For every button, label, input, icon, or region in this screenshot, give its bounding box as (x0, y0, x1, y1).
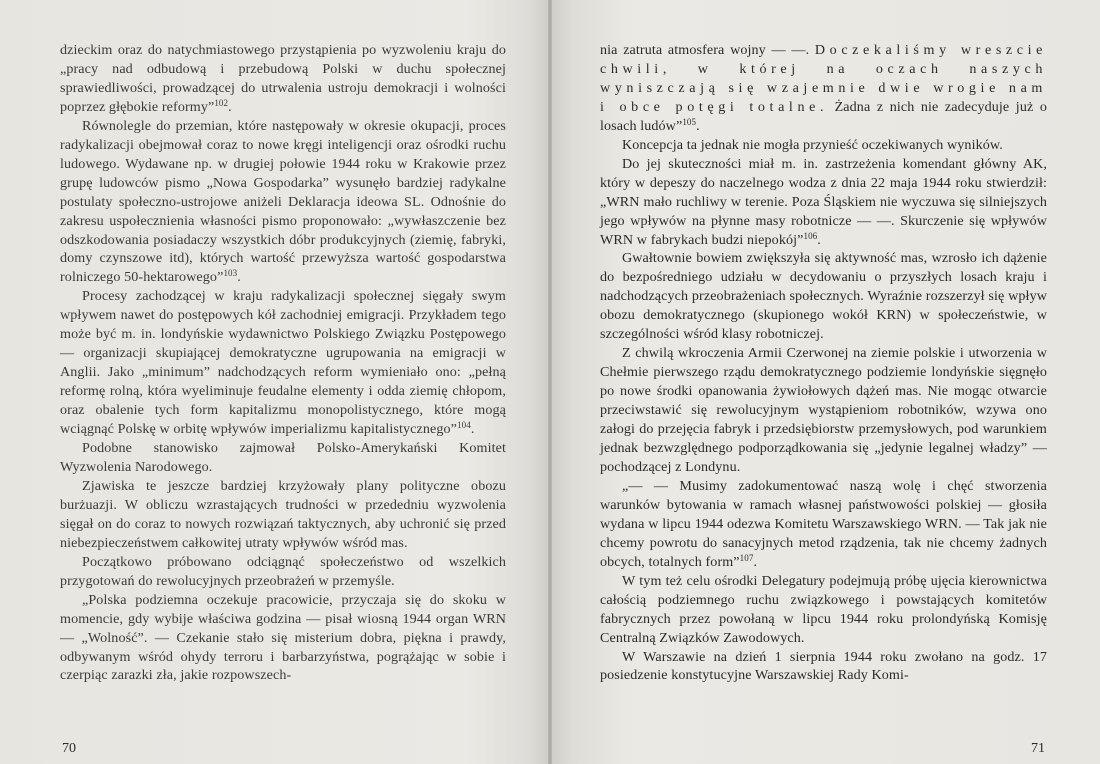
paragraph-text: „Polska podziemna oczekuje pracowicie, przyczaja się do skoku w momencie, gdy wybije właściwa godzina — pisał wiosną 1944 organ WRN — „Wolność”. — Czekanie stało się misterium dobra, piękna i prawdy, odbywanym wśród ohydy terroru i barbarzyństwa, pogrążając w sobie i czerpiąc zarazki zła, jakie rozpowszech- (60, 591, 506, 684)
paragraph-text: Zjawiska te jeszcze bardziej krzyżowały plany polityczne obozu burżuazji. W obliczu wzrastających trudności w przededniu wyzwolenia sięgał on do coraz to nowych rozwiązań taktycznych, aby uchronić się przed niebezpieczeństwem całkowitej utraty wpływów wśród mas. (60, 477, 506, 551)
paragraph (60, 591, 506, 686)
paragraph-text: Równolegle do przemian, które następowały w okresie okupacji, proces radykalizacji obejmował coraz to nowe kręgi inteligencji oraz ośrodki ruchu ludowego. Wydawane np. w drugiej połowie 1944 roku w Krakowie przez grupę ludowców pismo „Nowa Gospodarka” wysunęło bardziej radykalne postulaty społeczno-ustrojowe aniżeli Deklaracja ideowa SL. Odnośnie do zakresu uspołecznienia własności pismo proponowało: „wywłaszczenie bez odszkodowania posiadaczy wszystkich dóbr produkcyjnych (ziemię, fabryki, domy czynszowe itd), których wartość przewyższa wartość gospodarstwa rolniczego 50-hektarowego” (60, 117, 506, 286)
paragraph (60, 477, 506, 553)
paragraph-tail: . (228, 98, 232, 115)
paragraph-text: nia zatruta atmosfera wojny — —. (600, 42, 815, 58)
footnote-ref: 103 (223, 268, 238, 279)
paragraph (60, 439, 506, 477)
paragraph (600, 155, 1047, 250)
paragraph-text: Początkowo próbowano odciągnąć społeczeństwo od wszelkich przygotowań do rewolucyjnych przeobrażeń w przemyśle. (60, 553, 506, 589)
paragraph (600, 136, 1047, 155)
paragraph-text: Z chwilą wkroczenia Armii Czerwonej na ziemie polskie i utworzenia w Chełmie pierwszego rządu demokratycznego podziemie londyńskie sięgnęło po nowe środki opanowania żywiołowych dążeń mas. Nie mogąc otwarcie przeciwstawić się rewolucyjnym wystąpieniom robotników, wzywa ono załogi do przejęcia fabryk i przedsiębiorstw przemysłowych, pod warunkiem jednak bezwzględnego podporządkowania się „jedynie legalnej władzy” — pochodzącej z Londynu. (600, 345, 1047, 475)
paragraph (600, 249, 1047, 344)
footnote-ref: 107 (739, 552, 754, 563)
paragraph-tail: . (817, 231, 821, 248)
paragraph (60, 553, 506, 591)
right-page-text (600, 41, 1047, 685)
footnote-ref: 104 (457, 420, 471, 431)
footnote-ref: 102 (214, 97, 229, 108)
paragraph-tail: . (470, 421, 475, 438)
spaced-emphasis-text: Doczekaliśmy wreszcie chwili, w której na oczach naszych wyniszczają się wzajemnie dwie wrogie nam i obce potęgi totalne. (600, 42, 1047, 115)
paragraph (600, 572, 1047, 648)
paragraph-text: Gwałtownie bowiem zwiększyła się aktywność mas, wzrosło ich dążenie do bezpośredniego udziału w decydowaniu o przyszłych losach kraju i nadchodzących przeobrażeniach społecznych. Wyraźnie rozszerzył się wpływ obozu demokratycznego (skupionego wokół KRN) w społeczeństwie, w szczególności wśród klasy robotniczej. (600, 250, 1047, 343)
paragraph-tail: . (237, 269, 241, 286)
paragraph-tail: . (753, 553, 758, 570)
paragraph (600, 344, 1047, 477)
page-number: 71 (1031, 741, 1045, 756)
book-gutter (548, 0, 552, 764)
paragraph (600, 477, 1047, 572)
paragraph-text: W tym też celu ośrodki Delegatury podejmują próbę ujęcia kierownictwa całością podziemnego ruchu związkowego i powstających komitetów fabrycznych przez powołaną w lipcu 1944 roku prolondyńską Komisję Centralną Związków Zawodowych. (600, 572, 1047, 646)
paragraph-text: W Warszawie na dzień 1 sierpnia 1944 roku zwołano na godz. 17 posiedzenie konstytucyjne Warszawskiej Rady Komi- (600, 648, 1047, 684)
paragraph-tail: Żadna z nich nie zadecyduje już o losach ludów” (600, 98, 1047, 134)
paragraph (60, 117, 506, 288)
paragraph-text: Podobne stanowisko zajmował Polsko-Amerykański Komitet Wyzwolenia Narodowego. (60, 440, 506, 475)
paragraph (600, 648, 1047, 686)
right-page (550, 0, 1100, 764)
paragraph-text: Procesy zachodzącej w kraju radykalizacji społecznej sięgały swym wpływem nawet do postępowych kół zachodniej emigracji. Przykładem tego może być m. in. londyńskie wydawnictwo Polskiego Związku Postępowego — organizacji skupiającej demokratyczne ugrupowania na emigracji w Anglii. Jako „minimum” nadchodzących reform wymieniało ono: „pełną reformę rolną, która wyeliminuje feudalne elementy i odda ziemię chłopom, oraz obalenie tych form kapitalizmu monopolistycznego, które mogą wciągnąć Polskę w orbitę wpływów imperializmu kapitalistycznego” (60, 288, 506, 438)
paragraph-text: „— — Musimy zadokumentować naszą wolę i chęć stworzenia warunków bytowania w ramach własnej państwowości polskiej — głosiła wydana w lipcu 1944 odezwa Komitetu Warszawskiego WRN. — Tak jak nie chcemy powrotu do sanacyjnych metod rządzenia, tak nie chcemy żadnych obcych, totalnych form” (600, 477, 1047, 570)
paragraph: nia zatruta atmosfera wojny — —. Doczekaliśmy wreszcie chwili, w której na oczach naszych wyniszczają się wzajemnie dwie wrogie nam i obce potęgi totalne. Żadna z nich nie zadecyduje już o losach ludów”$^{105}$. (600, 42, 1047, 134)
left-page-text (60, 41, 506, 685)
paragraph (60, 41, 506, 117)
footnote-ref: 105 (682, 116, 697, 127)
paragraph (60, 287, 506, 439)
paragraph-text: Koncepcja ta jednak nie mogła przynieść oczekiwanych wyników. (622, 136, 1003, 153)
page-number: 70 (62, 741, 76, 756)
paragraph-text: Do jej skuteczności miał m. in. zastrzeżenia komendant główny AK, który w depeszy do naczelnego wodza z dnia 22 maja 1944 roku stwierdził: „WRN mało ruchliwy w terenie. Poza Śląskiem nie wyczuwa się silniejszych jego wpływów na płynne masy robotnicze — —. Skurczenie się wpływów WRN w fabrykach budzi niepokój” (600, 155, 1047, 248)
footnote-ref: 106 (803, 230, 818, 241)
paragraph-text: dzieckim oraz do natychmiastowego przystąpienia po wyzwoleniu kraju do „pracy nad odbudową i przebudową Polski w duchu społecznej sprawiedliwości, prowadzącej do utrwalenia ustroju demokracji i wolności poprzez głębokie reformy” (60, 42, 506, 115)
